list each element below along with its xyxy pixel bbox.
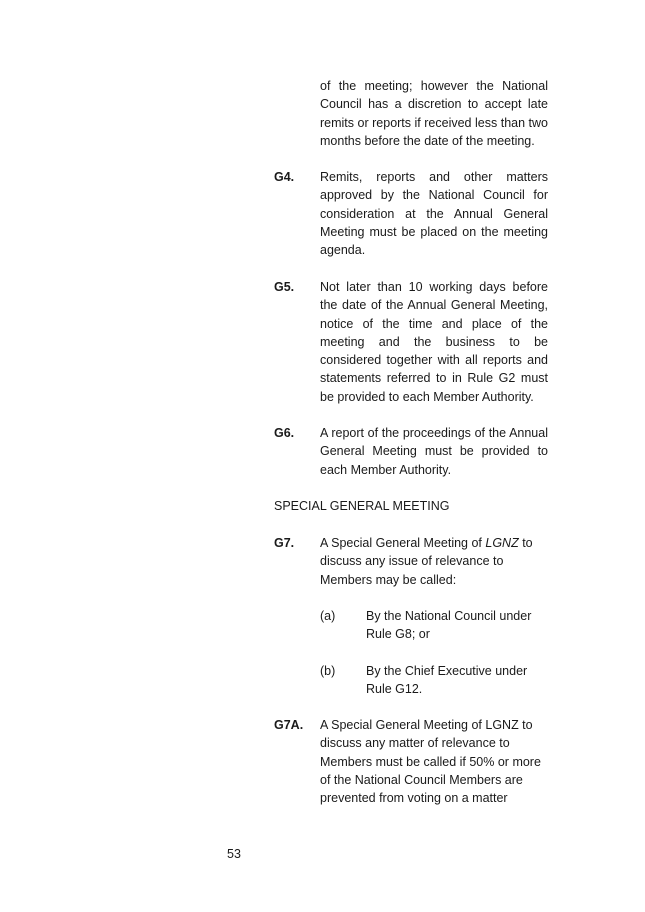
rule-g4-text: Remits, reports and other matters approved by the National Council for consideration at the Annual General Meeting must be placed on the meeting agenda. (320, 170, 548, 258)
rule-g7a-label: G7A. (274, 718, 304, 732)
rule-g7-text-before: A Special General Meeting of (320, 536, 486, 550)
rule-g6-label: G6. (274, 426, 295, 440)
rule-g4-label: G4. (274, 170, 295, 184)
rule-g5-label: G5. (274, 280, 295, 294)
section-heading: SPECIAL GENERAL MEETING (274, 499, 450, 513)
continuation-paragraph: of the meeting; however the National Council has a discretion to accept late remits or reports if received less than two months before the date of the meeting. (320, 79, 548, 148)
rule-g7-text-italic: LGNZ (485, 536, 519, 550)
page-number: 53 (227, 847, 241, 861)
rule-g6-text: A report of the proceedings of the Annual General Meeting must be provided to each Member Authority. (320, 426, 548, 477)
rule-g5-text: Not later than 10 working days before the date of the Annual General Meeting, notice of the time and place of the meeting and the business to be considered together with all reports and statements referred to in Rule G2 must be provided to each Member Authority. (320, 280, 548, 404)
rule-g7-item-a-label: (a) (320, 609, 336, 623)
rule-g7-text-after: to discuss any issue of relevance to Members may be called: (320, 536, 533, 587)
rule-g7-item-b-label: (b) (320, 664, 336, 678)
rule-g7-label: G7. (274, 536, 295, 550)
rule-g7-item-a-text: By the National Council under Rule G8; or (366, 609, 532, 642)
rule-g7-text (320, 534, 548, 589)
rule-g7a-text: A Special General Meeting of LGNZ to discuss any matter of relevance to Members must be called if 50% or more of the National Council Members are prevented from voting on a matter (320, 718, 541, 806)
rule-g7-item-b-text: By the Chief Executive under Rule G12. (366, 664, 528, 697)
